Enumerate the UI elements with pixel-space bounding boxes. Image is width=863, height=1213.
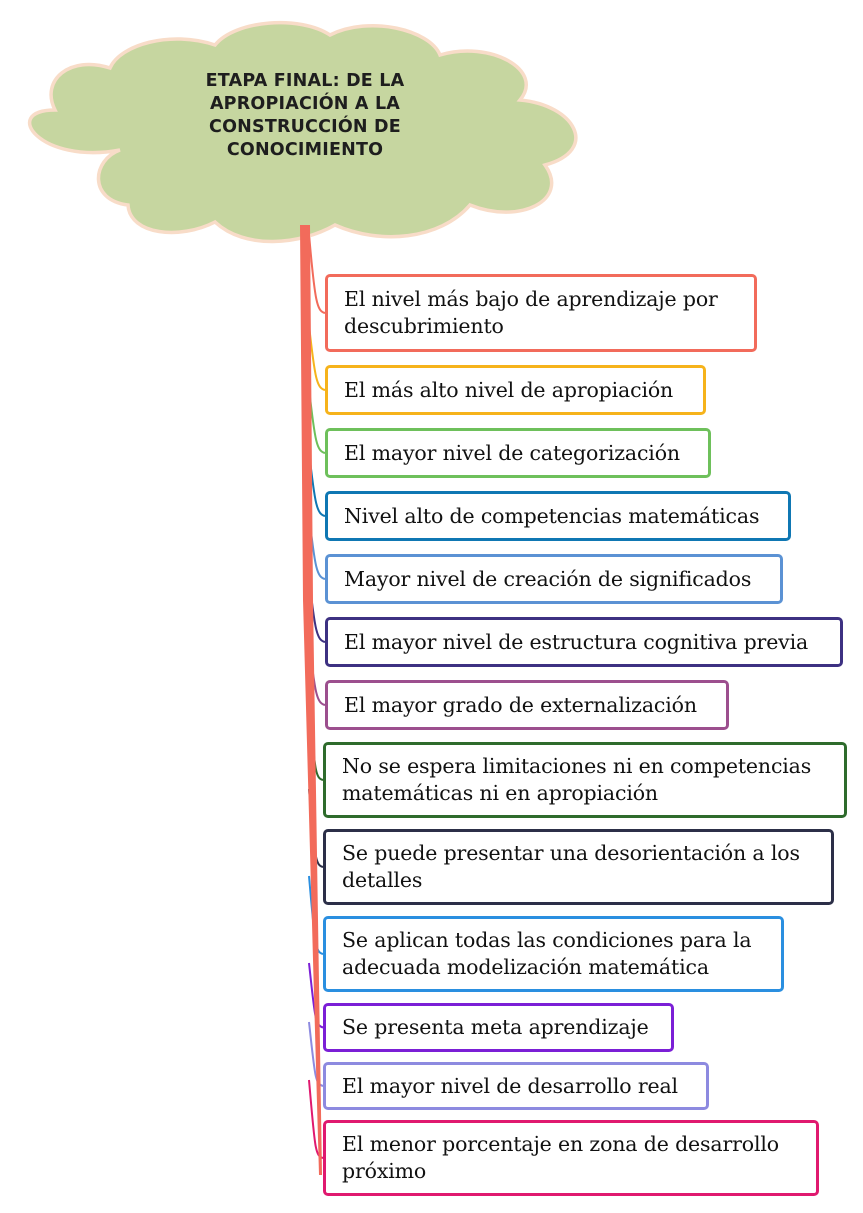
branch-node[interactable] (323, 829, 834, 905)
branch-node[interactable] (325, 491, 791, 541)
branch-label: El más alto nivel de apropiación (344, 377, 674, 402)
branch-label: Se puede presentar una desorientación a los detalles (342, 841, 800, 892)
branch-node[interactable] (325, 365, 706, 415)
root-title-line: CONSTRUCCIÓN DE (209, 117, 401, 137)
branch-label: El mayor nivel de categorización (344, 440, 680, 465)
branch-node[interactable] (325, 680, 729, 730)
branch-node[interactable] (323, 1062, 709, 1110)
branch-label: El nivel más bajo de aprendizaje por descubrimiento (344, 287, 718, 338)
branch-label: El mayor nivel de estructura cognitiva previa (344, 629, 809, 654)
branch-label: El mayor grado de externalización (344, 692, 697, 717)
branch-label: Se presenta meta aprendizaje (342, 1015, 649, 1039)
branch-node[interactable] (323, 1120, 819, 1196)
branch-node[interactable] (325, 274, 757, 352)
root-title-line: APROPIACIÓN A LA (209, 94, 401, 114)
root-title-line: ETAPA FINAL: DE LA (205, 71, 405, 91)
branch-connector (309, 325, 325, 390)
branch-connector (309, 234, 325, 313)
branch-node[interactable] (323, 742, 847, 818)
branch-node[interactable] (323, 1003, 674, 1052)
branch-label: Nivel alto de competencias matemáticas (344, 503, 760, 528)
branch-label: El mayor nivel de desarrollo real (342, 1073, 678, 1098)
branch-label: Mayor nivel de creación de significados (344, 566, 752, 591)
branch-node[interactable] (325, 617, 843, 667)
branch-label: El menor porcentaje en zona de desarrollo próximo (342, 1132, 779, 1183)
root-title (170, 70, 440, 162)
branch-node[interactable] (323, 916, 784, 992)
branch-node[interactable] (325, 428, 711, 478)
root-title-line: CONOCIMIENTO (226, 140, 384, 160)
branch-label: No se espera limitaciones ni en competencias matemáticas ni en apropiación (342, 754, 812, 805)
branch-label: Se aplican todas las condiciones para la adecuada modelización matemática (342, 928, 752, 979)
branch-node[interactable] (325, 554, 783, 604)
